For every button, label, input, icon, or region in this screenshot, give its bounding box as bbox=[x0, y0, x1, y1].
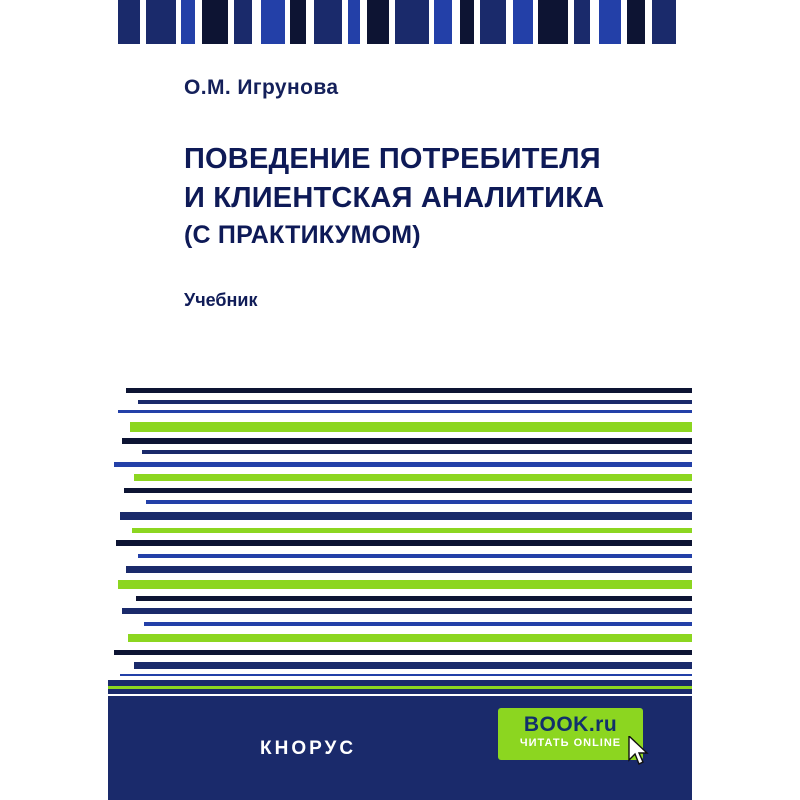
mouse-cursor-icon bbox=[628, 736, 650, 766]
top-stripe-23 bbox=[434, 0, 452, 44]
top-stripe-15 bbox=[314, 0, 342, 44]
bottom-band-2 bbox=[108, 694, 692, 696]
top-stripe-17 bbox=[348, 0, 360, 44]
horizontal-stripe-14 bbox=[126, 566, 692, 573]
top-stripe-29 bbox=[513, 0, 533, 44]
horizontal-stripe-0 bbox=[126, 388, 692, 393]
horizontal-stripe-5 bbox=[142, 450, 692, 454]
horizontal-stripe-15 bbox=[118, 580, 692, 589]
top-stripe-9 bbox=[234, 0, 252, 44]
horizontal-stripe-13 bbox=[138, 554, 692, 558]
book-ru-badge-title: BOOK.ru bbox=[523, 713, 618, 736]
bottom-band-1 bbox=[108, 686, 692, 689]
horizontal-stripe-6 bbox=[114, 462, 692, 467]
top-stripe-38 bbox=[645, 0, 652, 44]
horizontal-stripe-pattern bbox=[108, 382, 692, 682]
title-block bbox=[184, 140, 654, 252]
top-stripe-21 bbox=[395, 0, 429, 44]
top-stripe-0 bbox=[108, 0, 118, 44]
top-stripe-14 bbox=[306, 0, 314, 44]
horizontal-stripe-19 bbox=[128, 634, 692, 642]
edition-type: Учебник bbox=[184, 290, 258, 310]
book-ru-badge-subtitle: ЧИТАТЬ ONLINE bbox=[519, 737, 622, 749]
horizontal-stripe-10 bbox=[120, 512, 692, 520]
horizontal-stripe-12 bbox=[116, 540, 692, 546]
top-stripe-27 bbox=[480, 0, 506, 44]
top-stripe-31 bbox=[538, 0, 568, 44]
top-stripe-7 bbox=[202, 0, 228, 44]
horizontal-stripe-7 bbox=[134, 474, 692, 481]
top-stripe-24 bbox=[452, 0, 460, 44]
horizontal-stripe-17 bbox=[122, 608, 692, 614]
horizontal-stripe-2 bbox=[118, 410, 692, 413]
top-stripe-5 bbox=[181, 0, 195, 44]
author-name: О.М. Игрунова bbox=[184, 76, 339, 99]
book-ru-badge bbox=[498, 708, 643, 760]
horizontal-stripe-4 bbox=[122, 438, 692, 444]
title-line-1: ПОВЕДЕНИЕ ПОТРЕБИТЕЛЯ bbox=[184, 143, 601, 175]
top-stripe-13 bbox=[290, 0, 306, 44]
top-stripe-33 bbox=[574, 0, 590, 44]
horizontal-stripe-21 bbox=[134, 662, 692, 669]
horizontal-stripe-16 bbox=[136, 596, 692, 601]
top-stripe-18 bbox=[360, 0, 367, 44]
horizontal-stripe-9 bbox=[146, 500, 692, 504]
top-stripe-1 bbox=[118, 0, 140, 44]
top-stripe-25 bbox=[460, 0, 474, 44]
book-cover bbox=[108, 0, 692, 800]
title-subtitle: (С ПРАКТИКУМОМ) bbox=[184, 221, 421, 250]
top-stripe-40 bbox=[676, 0, 686, 44]
top-stripe-3 bbox=[146, 0, 176, 44]
bottom-band-0 bbox=[108, 676, 692, 680]
horizontal-stripe-20 bbox=[114, 650, 692, 655]
top-stripe-28 bbox=[506, 0, 513, 44]
horizontal-stripe-3 bbox=[130, 422, 692, 432]
top-stripe-11 bbox=[261, 0, 285, 44]
top-stripe-39 bbox=[652, 0, 676, 44]
title-line-2: И КЛИЕНТСКАЯ АНАЛИТИКА bbox=[184, 181, 605, 214]
top-stripe-37 bbox=[627, 0, 645, 44]
top-stripe-band bbox=[108, 0, 692, 44]
horizontal-stripe-18 bbox=[144, 622, 692, 626]
top-stripe-19 bbox=[367, 0, 389, 44]
top-stripe-10 bbox=[252, 0, 261, 44]
horizontal-stripe-1 bbox=[138, 400, 692, 404]
top-stripe-34 bbox=[590, 0, 599, 44]
publisher-name: КНОРУС bbox=[260, 738, 357, 759]
horizontal-stripe-11 bbox=[132, 528, 692, 533]
horizontal-stripe-8 bbox=[124, 488, 692, 493]
top-stripe-35 bbox=[599, 0, 621, 44]
top-stripe-6 bbox=[195, 0, 202, 44]
